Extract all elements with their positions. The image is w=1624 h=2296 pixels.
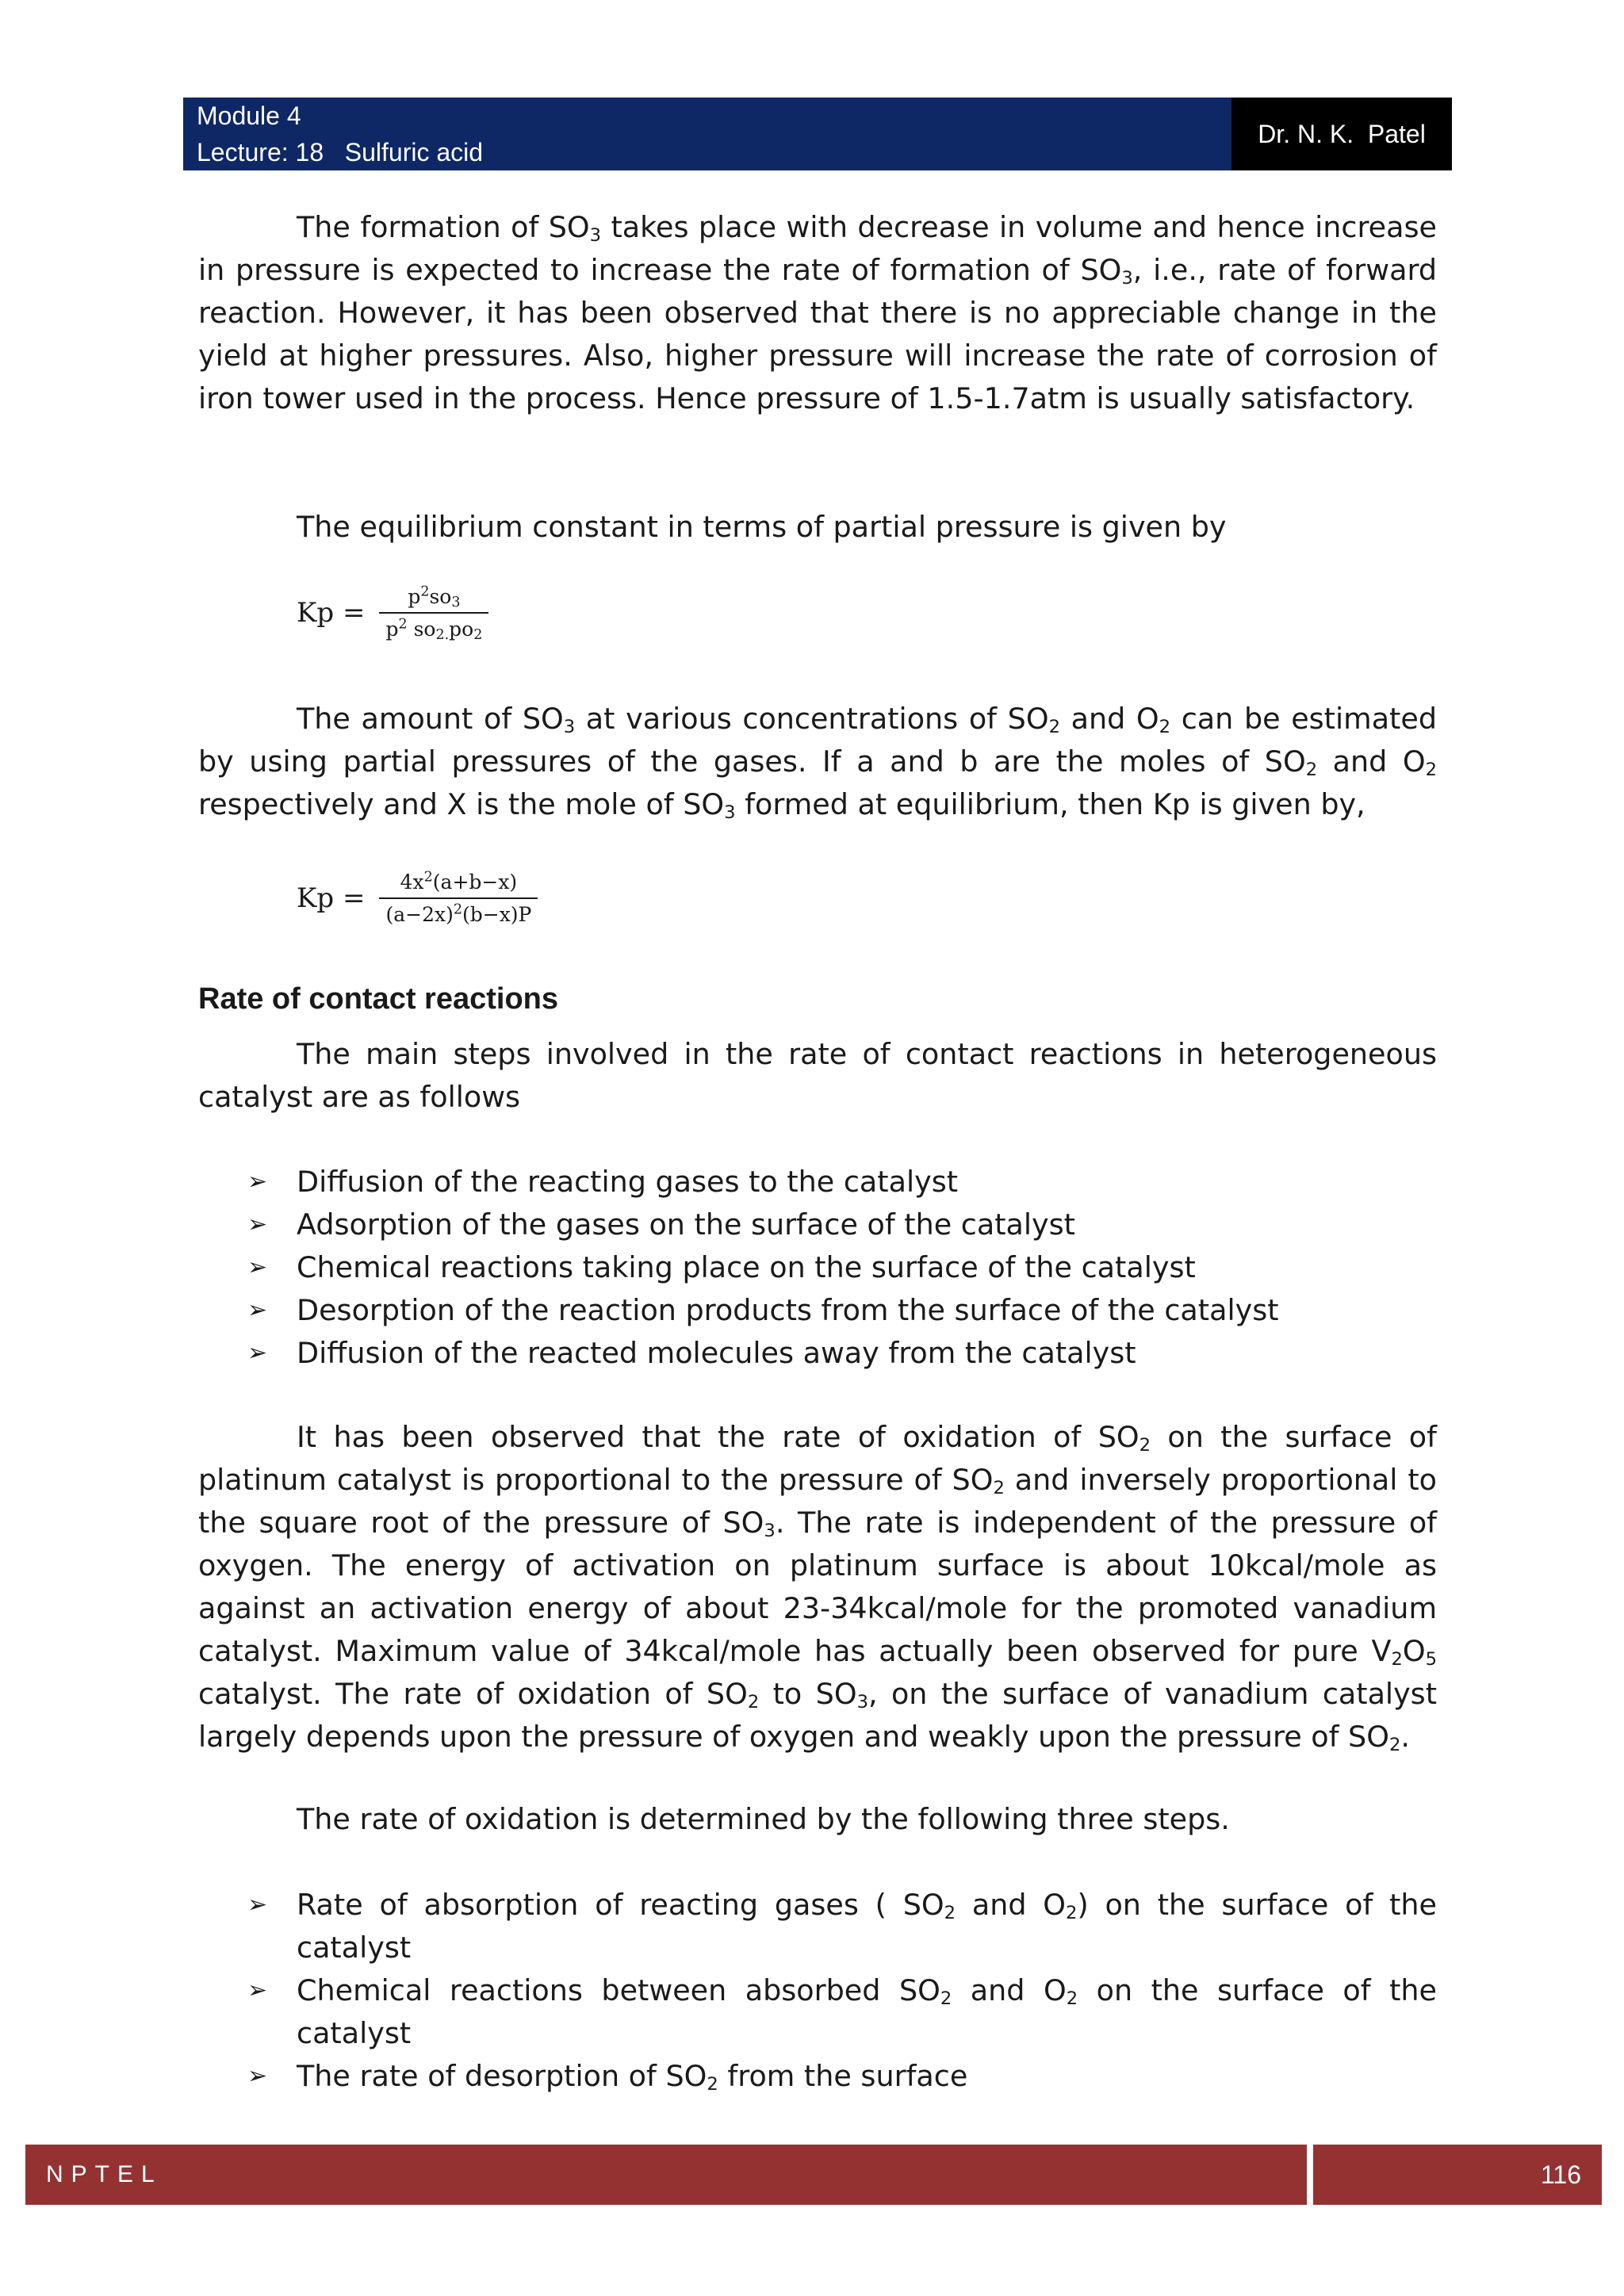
paragraph-three-steps-intro: The rate of oxidation is determined by the following three steps. (297, 1802, 1230, 1836)
paragraph-so3-amount: The amount of $SO_3$ at various concentrations of $SO_2$ and $O_2$ can be estimated by using partial pressures of the gases. If a and b are the moles of $SO_2$ and $O_2$ respectively and X is the mole of $SO_3$ formed at equilibrium, then Kp is given by, (198, 702, 1437, 823)
kp-fraction: $\frac{p^2so_3}{p^2 so_{2.}po_2}$ (379, 585, 488, 641)
list-item: ➢ Rate of absorption of reacting gases ( $SO_2$ and $O_2$) on the surface of the catalyst (247, 1884, 1437, 1969)
arrow-bullet-icon: ➢ (247, 1339, 268, 1367)
paragraph-steps-intro: The main steps involved in the rate of contact reactions in heterogeneous catalyst are as follows (198, 1037, 1437, 1114)
arrow-bullet-icon: ➢ (247, 1168, 268, 1196)
contact-reaction-steps-list (247, 1161, 1437, 1375)
header-module-bar (183, 98, 1231, 170)
list-item: ➢ Chemical reactions taking place on the surface of the catalyst (247, 1246, 1437, 1289)
paragraph-pressure-effect: The formation of $SO_3$ takes place with decrease in volume and hence increase in pressure is expected to increase the rate of formation of $SO_3$, i.e., rate of forward reaction. However, it has been observed that there is no appreciable change in the yield at higher pressures. Also, higher pressure will increase the rate of corrosion of iron tower used in the process. Hence pressure of 1.5-1.7atm is usually satisfactory. (198, 210, 1437, 415)
arrow-bullet-icon: ➢ (247, 1211, 268, 1238)
arrow-bullet-icon: ➢ (247, 1891, 268, 1919)
list-item: ➢ Adsorption of the gases on the surface of the catalyst (247, 1203, 1437, 1246)
section-heading: Rate of contact reactions (198, 982, 558, 1016)
lecture-label: Lecture: 18 Sulfuric acid (197, 138, 484, 166)
paragraph-oxidation-rate: It has been observed that the rate of oxidation of $SO_2$ on the surface of platinum catalyst is proportional to the pressure of $SO_2$ and inversely proportional to the square root of the pressure of $SO_3$. The rate is independent of the pressure of oxygen. The energy of activation on platinum surface is about 10kcal/mole as against an activation energy of about 23-34kcal/mole for the promoted vanadium catalyst. Maximum value of 34kcal/mole has actually been observed for pure $V_2O_5$ catalyst. The rate of oxidation of $SO_2$ to $SO_3$, on the surface of vanadium catalyst largely depends upon the pressure of oxygen and weakly upon the pressure of $SO_2$. (198, 1420, 1438, 1755)
page-number: 116 (1313, 2145, 1602, 2205)
arrow-bullet-icon: ➢ (247, 1976, 268, 2004)
list-item: ➢ Diffusion of the reacted molecules away from the catalyst (247, 1332, 1437, 1375)
arrow-bullet-icon: ➢ (247, 1296, 268, 1324)
kp-formula-partial-pressure: Kp = $\frac{p^2so_3}{p^2 so_{2.}po_2}$ (297, 585, 488, 641)
arrow-bullet-icon: ➢ (247, 2062, 268, 2090)
list-item: ➢ The rate of desorption of $SO_2$ from the surface (247, 2055, 1437, 2098)
footer-nptel: NPTEL (25, 2145, 1307, 2205)
arrow-bullet-icon: ➢ (247, 1253, 268, 1281)
module-label: Module 4 (197, 101, 301, 130)
oxidation-steps-list (247, 1884, 1437, 2098)
kp-formula-moles: Kp = $\frac{4x^2(a+b-x)}{(a-2x)^2(b-x)P}$ (297, 871, 538, 926)
list-item: ➢ Diffusion of the reacting gases to the catalyst (247, 1161, 1437, 1203)
kp-moles-fraction: $\frac{4x^2(a+b-x)}{(a-2x)^2(b-x)P}$ (379, 871, 538, 926)
list-item: ➢ Chemical reactions between absorbed $SO_2$ and $O_2$ on the surface of the catalyst (247, 1969, 1437, 2055)
list-item: ➢ Desorption of the reaction products from the surface of the catalyst (247, 1289, 1437, 1332)
author-label: Dr. N. K. Patel (1231, 98, 1452, 170)
paragraph-equilibrium-intro: The equilibrium constant in terms of partial pressure is given by (297, 510, 1227, 544)
